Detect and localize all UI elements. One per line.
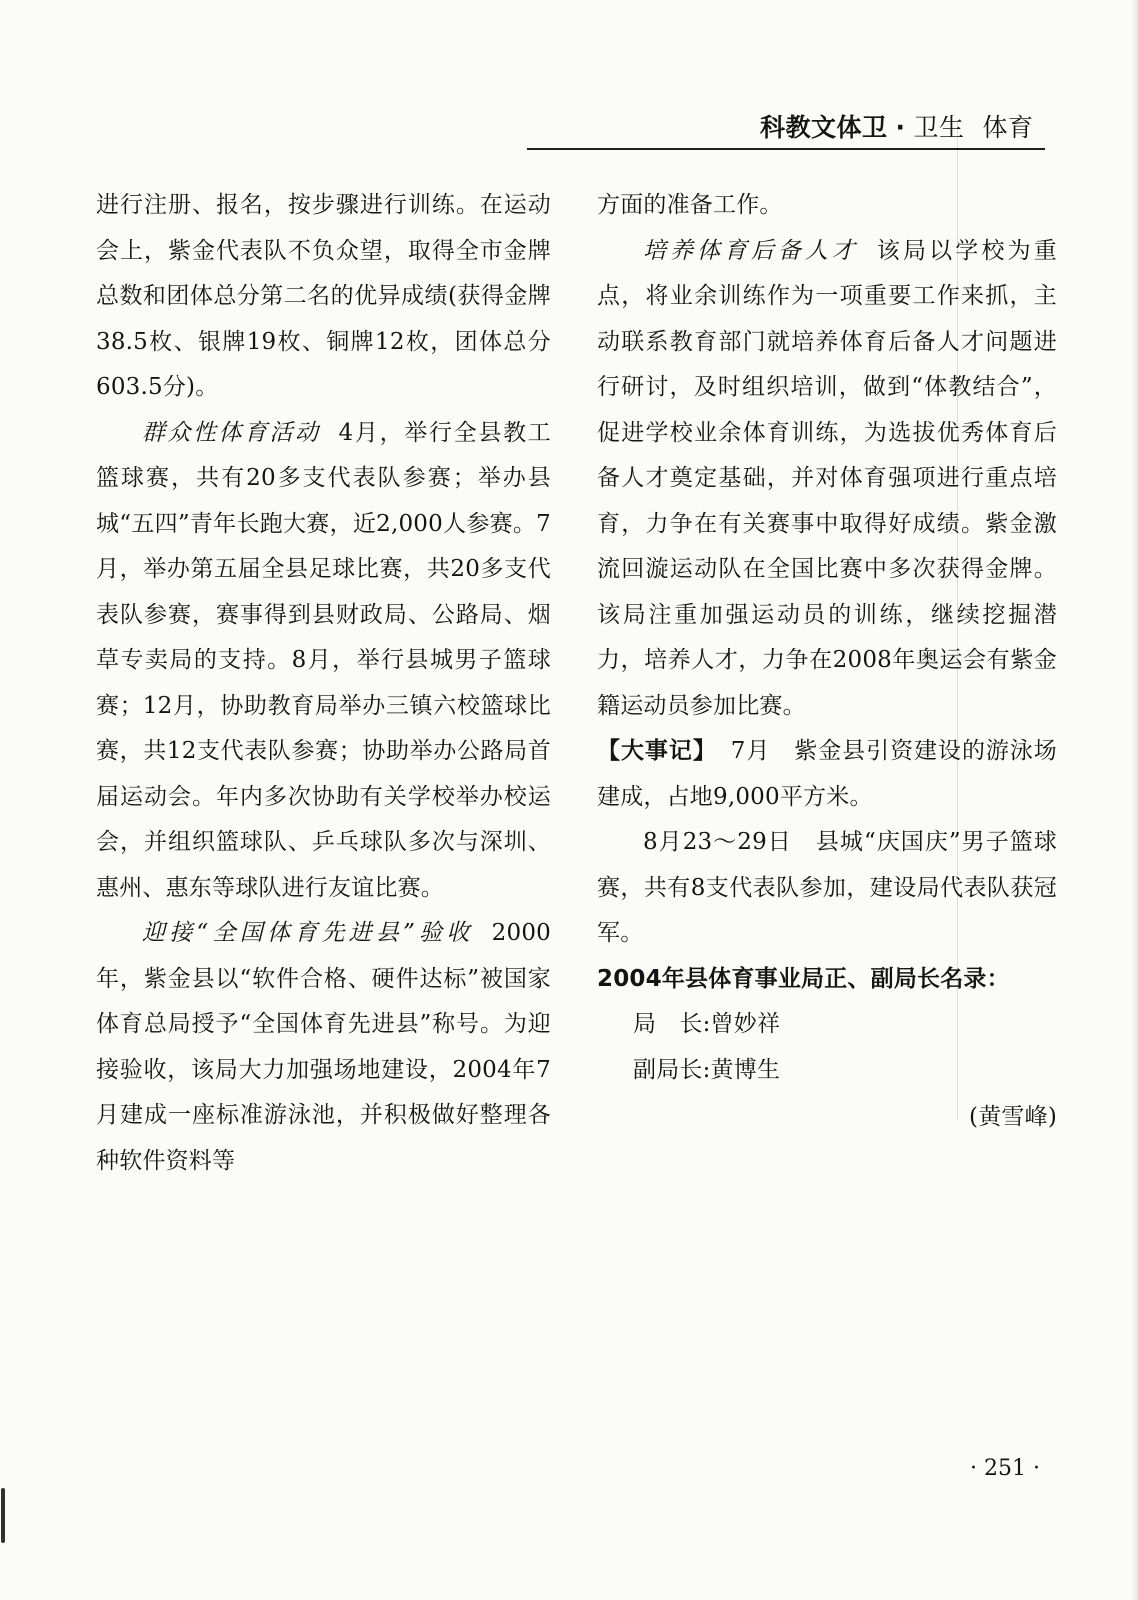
header-category: 体育 [982, 113, 1034, 142]
heading-reserve-talent: 培养体育后备人才 [643, 237, 859, 264]
heading-mass-sports: 群众性体育活动 [142, 419, 321, 446]
text-mass-sports: 4月，举行全县教工篮球赛，共有20多支代表队参赛；举办县城“五四”青年长跑大赛，近2,000人参赛。7月，举办第五届全县足球比赛，共20多支代表队参赛，赛事得到县财政局、公路局、烟草专卖局的支持。8月，举行县城男子篮球赛；12月，协助教育局举办三镇六校篮球比赛，共12支代表队参赛；协助举办公路局首届运动会。年内多次协助有关学校举办校运会，并组织篮球队、乒乓球队多次与深圳、惠州、惠东等球队进行友谊比赛。 [96, 419, 551, 901]
events-tag: 【大事记】 [597, 738, 717, 764]
paragraph-mass-sports [96, 411, 551, 912]
heading-advanced-county: 迎接“全国体育先进县”验收 [142, 920, 474, 946]
paragraph-basketball-event: 8月23～29日 县城“庆国庆”男子篮球赛，共有8支代表队参加，建设局代表队获冠军。 [597, 829, 1057, 946]
event-swimming-pool: 7月 紫金县引资建设的游泳场建成，占地9,000平方米。 [597, 738, 1058, 810]
left-column [96, 183, 551, 1184]
roster-title: 2004年县体育事业局正、副局长名录： [597, 965, 1010, 992]
text-advanced-county: 2000年，紫金县以“软件合格、硬件达标”被国家体育总局授予“全国体育先进县”称号。为迎接验收，该局大力加强场地建设，2004年7月建成一座标准游泳池，并积极做好整理各种软件资料等 [96, 920, 551, 1174]
paragraph-preparation: 方面的准备工作。 [597, 192, 783, 218]
page-number: · 251 · [970, 1456, 1040, 1481]
header-section: 科教文体卫 [760, 113, 888, 142]
roster-item-deputy-director: 副局长:黄博生 [633, 1056, 781, 1083]
header-subsection: 卫生 [913, 113, 965, 142]
scan-edge [1132, 0, 1138, 1600]
header-rule [527, 148, 1045, 150]
running-header [760, 113, 1040, 151]
paragraph-reserve-talent [597, 229, 1057, 730]
right-column [597, 183, 1057, 1141]
paragraph-major-events [597, 729, 1057, 820]
author: (黄雪峰) [969, 1104, 1057, 1130]
paragraph-advanced-county [96, 911, 551, 1184]
header-text [760, 113, 1034, 143]
text-reserve-talent: 该局以学校为重点，将业余训练作为一项重要工作来抓，主动联系教育部门就培养体育后备人才问题进行研讨，及时组织培训，做到“体教结合”，促进学校业余体育训练，为选拔优秀体育后备人才奠定基础，并对体育强项进行重点培育，力争在有关赛事中取得好成绩。紫金激流回漩运动队在全国比赛中多次获得金牌。该局注重加强运动员的训练，继续挖掘潜力，培养人才，力争在2008年奥运会有紫金籍运动员参加比赛。 [597, 237, 1058, 719]
paragraph-registration: 进行注册、报名，按步骤进行训练。在运动会上，紫金代表队不负众望，取得全市金牌总数和团体总分第二名的优异成绩(获得金牌38.5枚、银牌19枚、铜牌12枚，团体总分603.5分)。 [96, 192, 551, 400]
roster-item-director: 局 长:曾妙祥 [633, 1011, 781, 1037]
binding-mark [1, 1488, 5, 1543]
header-separator: · [895, 113, 906, 142]
